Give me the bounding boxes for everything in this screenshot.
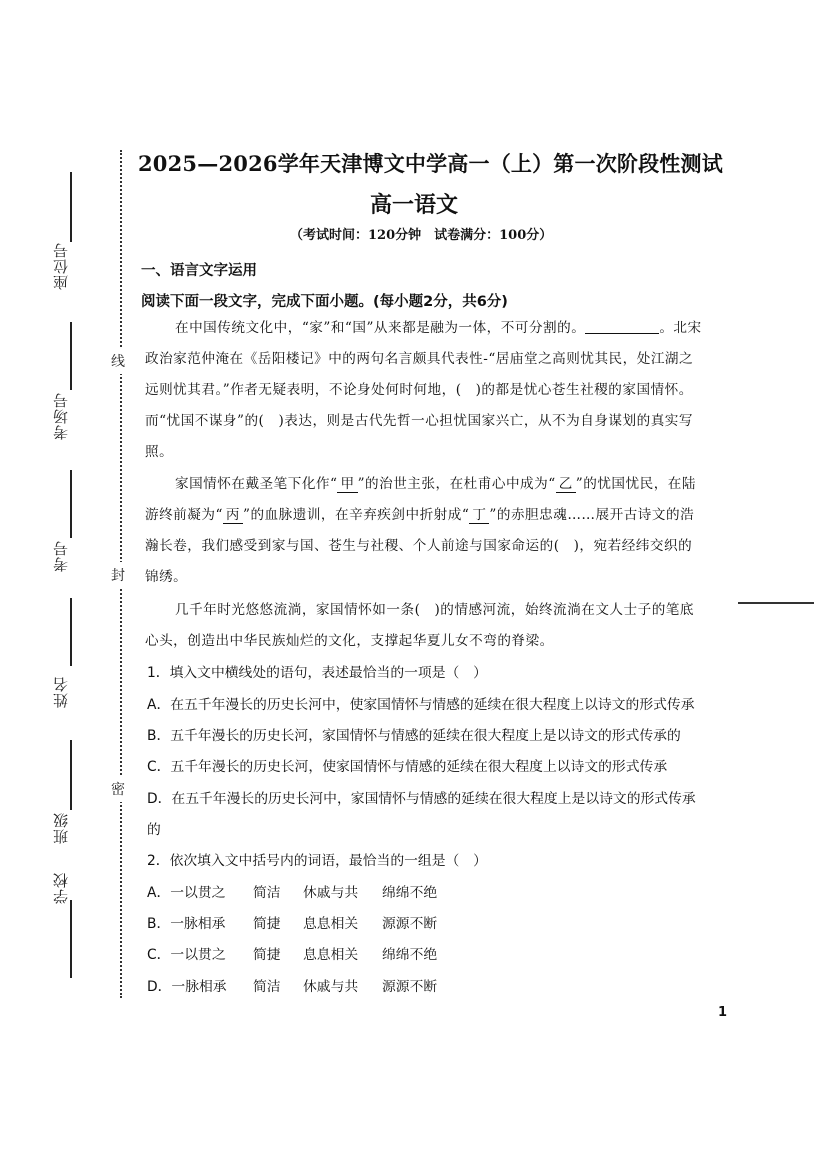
option-word-4: 绵绵不绝 — [382, 885, 438, 901]
passage-paragraph-3 — [145, 595, 705, 657]
question-1-stem: 1．填入文中横线处的语句，表述最恰当的一项是（ ） — [147, 665, 487, 681]
option-word-4: 源源不断 — [382, 979, 438, 995]
option-word-3: 息息相关 — [303, 916, 359, 932]
option-word-2: 简洁 — [253, 979, 281, 995]
section-heading: 一、语言文字运用 — [141, 263, 257, 279]
fill-in-blank — [585, 319, 659, 334]
option-word-1: D．一脉相承 — [147, 979, 227, 995]
option-word-3: 息息相关 — [303, 947, 359, 963]
passage-paragraph-1 — [145, 313, 705, 468]
exam-number-label: 考号 — [52, 540, 70, 572]
seat-blank-line — [70, 172, 72, 242]
question-2-stem: 2．依次填入文中括号内的词语，最恰当的一组是（ ） — [147, 853, 487, 869]
option-word-2: 简捷 — [253, 916, 281, 932]
marker-jia: 甲 — [337, 476, 357, 493]
school-blank-line — [70, 900, 72, 978]
option-word-1: C．一以贯之 — [147, 947, 226, 963]
option-word-3: 休戚与共 — [303, 979, 359, 995]
passage-p2-text-a: 家国情怀在戴圣笔下化作“ — [175, 476, 338, 492]
school-label: 学校 — [52, 872, 70, 904]
question-1-option-d-continued: 的 — [147, 822, 161, 838]
passage-p3-text: 几千年时光悠悠流淌，家国情怀如一条( )的情感河流，始终流淌在文人士子的笔底心头，创造出中华民族灿烂的文化，支撑起华夏儿女不弯的脊梁。 — [145, 602, 694, 649]
exam-room-label: 考场号 — [52, 392, 70, 440]
question-1-option-b: B．五千年漫长的历史长河，家国情怀与情感的延续在很大程度上是以诗文的形式传承的 — [147, 728, 681, 744]
seal-char-secret: 密 — [111, 776, 125, 802]
marker-yi: 乙 — [556, 476, 576, 493]
option-word-1: A．一以贯之 — [147, 885, 226, 901]
option-word-4: 绵绵不绝 — [382, 947, 438, 963]
option-word-1: B．一脉相承 — [147, 916, 226, 932]
exam-time-info: （考试时间：120分钟 试卷满分：100分） — [290, 228, 553, 243]
class-blank-line — [70, 740, 72, 810]
passage-p2-text-e: ”的赤胆忠魂……展开古诗文的浩瀚长卷，我们感受到家与国、苍生与社稷、个人前途与国家命运的( )，宛若经纬交织的锦绣。 — [145, 507, 695, 585]
passage-p2-text-b: ”的治世主张，在杜甫心中成为“ — [357, 476, 556, 492]
marker-ding: 丁 — [469, 507, 489, 524]
option-word-3: 休戚与共 — [303, 885, 359, 901]
seal-char-seal: 封 — [111, 562, 125, 588]
exam-no-blank-line — [70, 470, 72, 538]
scan-artifact-line — [738, 602, 814, 604]
passage-p1-text-a: 在中国传统文化中，“家”和“国”从来都是融为一体，不可分割的。 — [175, 320, 586, 336]
question-1-option-d: D．在五千年漫长的历史长河中，家国情怀与情感的延续在很大程度上是以诗文的形式传承 — [147, 791, 696, 807]
subject-title: 高一语文 — [370, 192, 459, 218]
name-label: 姓名 — [52, 676, 70, 708]
class-label: 班级 — [52, 812, 70, 844]
question-1-option-a: A．在五千年漫长的历史长河中，使家国情怀与情感的延续在很大程度上以诗文的形式传承 — [147, 697, 695, 713]
question-1-option-c: C．五千年漫长的历史长河，使家国情怀与情感的延续在很大程度上以诗文的形式传承 — [147, 759, 668, 775]
option-word-2: 简洁 — [253, 885, 281, 901]
passage-p2-text-c: ”的忧国忧民，在陆游终前凝为“ — [145, 476, 696, 523]
option-word-4: 源源不断 — [382, 916, 438, 932]
reading-instruction: 阅读下面一段文字，完成下面小题。(每小题2分，共6分) — [141, 294, 508, 310]
option-word-2: 简捷 — [253, 947, 281, 963]
seal-char-line: 线 — [111, 348, 125, 374]
name-blank-line — [70, 598, 72, 666]
passage-p1-text-b: 。北宋政治家范仲淹在《岳阳楼记》中的两句名言颇具代表性-“居庙堂之高则忧其民，处江湖之远则忧其君。”作者无疑表明，不论身处何时何地，( )的都是忧心苍生社稷的家国情怀。而“忧国不谋身”的( )表达，则是古代先哲一心担忧国家兴亡，从不为自身谋划的真实写照。 — [145, 320, 702, 460]
marker-bing: 丙 — [223, 507, 243, 524]
passage-p2-text-d: ”的血脉遗训，在辛弃疾剑中折射成“ — [243, 507, 470, 523]
exam-title: 2025—2026学年天津博文中学高一（上）第一次阶段性测试 — [138, 151, 723, 176]
page-number: 1 — [718, 1005, 728, 1020]
room-blank-line — [70, 322, 72, 390]
seat-number-label: 座位号 — [52, 242, 70, 290]
passage-paragraph-2 — [145, 469, 705, 593]
